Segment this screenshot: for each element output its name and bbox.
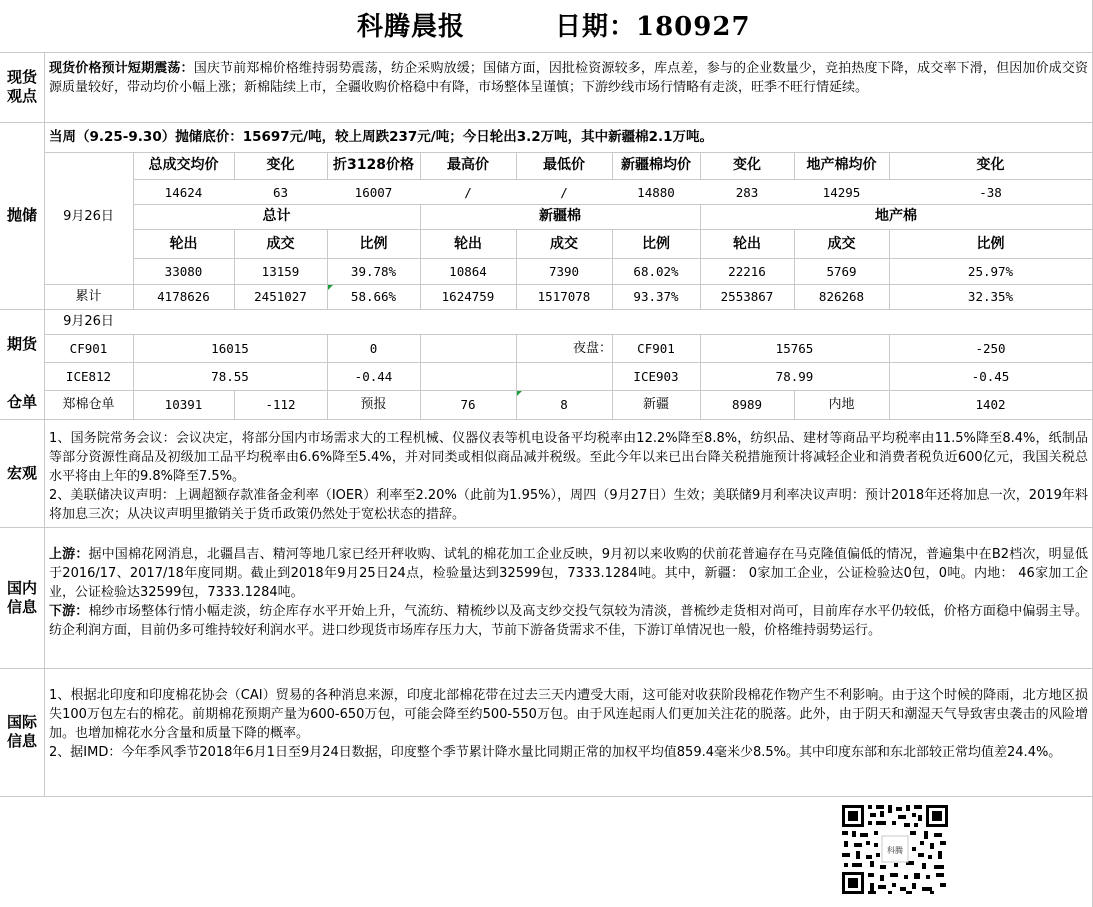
futures-change: -0.44 xyxy=(354,369,393,384)
qr-center-label: 科腾 xyxy=(887,846,903,855)
cumulative-value: 93.37% xyxy=(633,289,679,304)
daily-value: 7390 xyxy=(548,264,580,279)
forecast-change: 8 xyxy=(560,397,568,412)
price-header: 变化 xyxy=(733,157,761,173)
night-contract: CF901 xyxy=(637,341,675,356)
daily-value: 68.02% xyxy=(633,264,679,279)
daily-value: 33080 xyxy=(164,264,203,279)
section-label-domestic: 国内信息 xyxy=(6,579,37,616)
section-label-auction: 抛储 xyxy=(6,206,37,224)
group-header-xinjiang: 新疆棉 xyxy=(539,208,581,224)
price-value: -38 xyxy=(979,185,1002,200)
cumulative-value: 1517078 xyxy=(537,289,591,304)
qr-code-icon xyxy=(840,803,950,896)
price-value: / xyxy=(464,185,472,200)
upstream-text: 据中国棉花网消息，北疆昌吉、精河等地几家已经开秤收购、试轧的棉花加工企业反映，9月初以来收购的伏前花普遍存在马克隆值偏低的情况，普遍集中在B2档次，明显低于2016/17、2017/18年度同期。截止到2018年9月25日24点，检验量达到32599包，7333.1284吨。其中，新疆： 0家加工企业，公证检验达0包，0吨。内地： 46家加工企业，公证检验达32599包，7333.1284吨。 xyxy=(49,547,1088,600)
macro-item-2: 2、美联储决议声明：上调超额存款准备金利率（IOER）利率至2.20%（此前为1.95%），周四（9月27日）生效；美联储9月利率决议声明：预计2018年还将加息一次，2019年料将加息三次；从决议声明里撤销关于货币政策仍然处于宽松状态的措辞。 xyxy=(49,488,1088,522)
group-header-total: 总计 xyxy=(262,208,291,224)
forecast-label: 预报 xyxy=(360,397,387,412)
daily-value: 10864 xyxy=(449,264,487,279)
xinjiang-value: 8989 xyxy=(731,397,763,412)
cumulative-value: 32.35% xyxy=(967,289,1014,304)
futures-price: 16015 xyxy=(211,341,249,356)
xinjiang-label: 新疆 xyxy=(642,397,669,412)
price-value: 14624 xyxy=(164,185,203,200)
warehouse-name: 郑棉仓单 xyxy=(62,397,115,412)
price-header: 变化 xyxy=(976,157,1005,173)
section-label-international: 国际信息 xyxy=(6,713,37,750)
price-value: 16007 xyxy=(354,185,393,200)
cumulative-value: 2451027 xyxy=(254,289,307,304)
sub-header: 成交 xyxy=(827,236,856,252)
price-value: 63 xyxy=(272,185,289,200)
spot-lead: 现货价格预计短期震荡： xyxy=(49,61,194,76)
daily-value: 22216 xyxy=(728,264,766,279)
night-price: 15765 xyxy=(775,341,814,356)
auction-date: 9月26日 xyxy=(63,209,114,224)
price-value: / xyxy=(560,185,568,200)
sub-header: 轮出 xyxy=(169,236,198,252)
sub-header: 比例 xyxy=(359,236,388,252)
inland-label: 内地 xyxy=(828,397,855,412)
futures-price: 78.55 xyxy=(211,369,249,384)
report-title: 科腾晨报 xyxy=(357,12,466,42)
daily-value: 25.97% xyxy=(967,264,1014,279)
downstream-lead: 下游： xyxy=(49,604,89,619)
forecast-value: 76 xyxy=(460,397,476,412)
upstream-lead: 上游： xyxy=(49,547,89,562)
price-value: 14295 xyxy=(822,185,861,200)
spot-text: 国庆节前郑棉价格维持弱势震荡，纺企采购放缓；国储方面，因批检资源较多，库点差，参与的企业数量少，竞拍热度下降，成交率下滑，但因加价成交资源质量较好，带动均价小幅上涨；新棉陆续上市，全疆收购价格稳中有降，市场整体呈谨慎；下游纱线市场行情略有走淡，旺季不旺行情延续。 xyxy=(49,61,1088,95)
sub-header: 轮出 xyxy=(733,236,761,252)
section-label-spot: 现货观点 xyxy=(6,68,37,105)
cumulative-value: 4178626 xyxy=(157,289,210,304)
price-header: 最低价 xyxy=(543,157,585,173)
night-contract: ICE903 xyxy=(633,369,679,384)
sub-header: 轮出 xyxy=(454,236,482,252)
domestic-upstream xyxy=(49,545,1088,602)
section-label-warehouse: 仓单 xyxy=(6,393,37,411)
price-header: 地产棉均价 xyxy=(806,157,877,173)
price-header: 折3128价格 xyxy=(333,157,414,173)
international-item-1: 1、根据北印度和印度棉花协会（CAI）贸易的各种消息来源，印度北部棉花带在过去三天内遭受大雨，这可能对收获阶段棉花作物产生不利影响。由于这个时候的降雨，北方地区损失100万包左右的棉花。前期棉花预期产量为600-650万包，可能会降至约500-550万包。由于风连起雨人们更加关注花的脱落。此外，由于阴天和潮湿天气导致害虫袭击的风险增加。也增加棉花水分含量和质量下降的概率。 xyxy=(49,688,1088,741)
sub-header: 比例 xyxy=(642,236,670,252)
warehouse-value: 10391 xyxy=(164,397,203,412)
price-value: 14880 xyxy=(637,185,675,200)
price-value: 283 xyxy=(735,185,759,200)
sub-header: 成交 xyxy=(266,236,295,252)
section-label-futures: 期货 xyxy=(6,335,37,353)
cumulative-value: 826268 xyxy=(818,289,865,304)
daily-value: 5769 xyxy=(826,264,857,279)
night-change: -0.45 xyxy=(971,369,1010,384)
cumulative-value: 58.66% xyxy=(350,289,397,304)
price-header: 新疆棉均价 xyxy=(621,157,691,173)
auction-summary: 当周（9.25-9.30）抛储底价：15697元/吨，较上周跌237元/吨；今日轮出3.2万吨，其中新疆棉2.1万吨。 xyxy=(49,129,714,145)
futures-contract: CF901 xyxy=(69,341,108,356)
inland-value: 1402 xyxy=(975,397,1006,412)
price-header: 最高价 xyxy=(447,157,489,173)
daily-value: 13159 xyxy=(261,264,300,279)
night-price: 78.99 xyxy=(775,369,814,384)
warehouse-change: -112 xyxy=(265,397,296,412)
domestic-downstream xyxy=(49,602,1088,640)
macro-item-1: 1、国务院常务会议：会议决定，将部分国内市场需求大的工程机械、仪器仪表等机电设备平均税率由12.2%降至8.8%，纺织品、建材等商品平均税率由11.5%降至8.4%，纸制品等部分资源性商品及初级加工品平均税率由6.6%降至5.4%，并对同类或相似商品减并税级。至此今年以来已出台降关税措施预计将减轻企业和消费者税负近600亿元，我国关税总水平将由上年的9.8%降至7.5%。 xyxy=(49,431,1088,484)
night-change: -250 xyxy=(975,341,1006,356)
international-item-2: 2、据IMD：今年季风季节2018年6月1日至9月24日数据，印度整个季节累计降水量比同期正常的加权平均值859.4毫米少8.5%。其中印度东部和东北部较正常均值差24.4%。 xyxy=(49,745,1062,760)
night-session-label: 夜盘： xyxy=(572,341,612,356)
spot-commentary xyxy=(49,59,1088,97)
sub-header: 比例 xyxy=(976,236,1005,252)
daily-value: 39.78% xyxy=(350,264,397,279)
report-date: 日期：180927 xyxy=(555,12,751,42)
futures-change: 0 xyxy=(369,341,378,356)
downstream-text: 棉纱市场整体行情小幅走淡，纺企库存水平开始上升，气流纺、精梳纱以及高支纱交投气氛较为清淡，普梳纱走货相对尚可，目前库存水平仍较低，价格方面稳中偏弱主导。纺企利润方面，目前仍多可维持较好利润水平。进口纱现货市场库存压力大，节前下游备货需求不佳，下游订单情况也一般，价格维持弱势运行。 xyxy=(49,604,1088,638)
sub-header: 成交 xyxy=(550,236,578,252)
cumulative-value: 2553867 xyxy=(720,289,774,304)
cumulative-value: 1624759 xyxy=(441,289,495,304)
price-header: 变化 xyxy=(266,157,295,173)
price-header: 总成交均价 xyxy=(148,157,219,173)
futures-contract: ICE812 xyxy=(65,369,112,384)
cumulative-label: 累计 xyxy=(75,289,102,304)
section-label-macro: 宏观 xyxy=(6,464,37,482)
futures-date: 9月26日 xyxy=(63,314,114,329)
group-header-local: 地产棉 xyxy=(875,208,917,224)
